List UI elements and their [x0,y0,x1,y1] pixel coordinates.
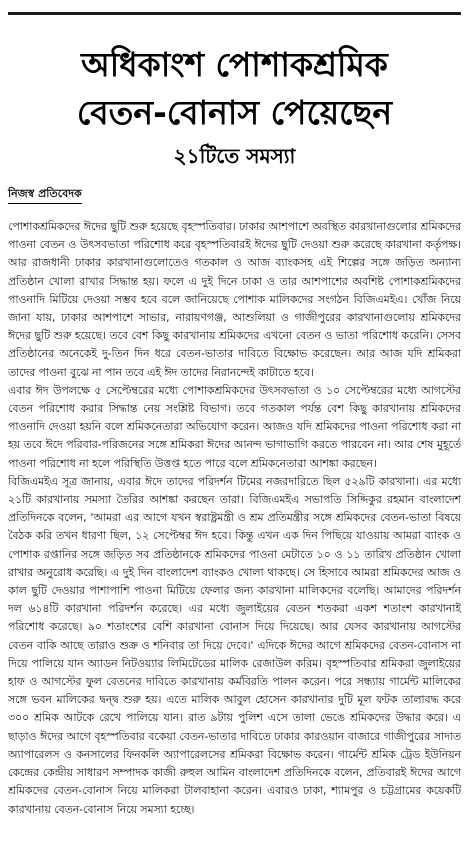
top-rule [8,12,461,15]
headline-line-2: বেতন-বোনাস পেয়েছেন [76,93,393,132]
paragraph-3: বিজিএমইএ সূত্র জানায়, এবার ঈদে তাদের পরিদর্শন টিমের নজরদারিতে ছিল ৫২৯টি কারখানা। এর মধ্যে ২১টি কারখানায় সমস্যা তৈরির আশঙ্কা করছেন তারা। বিজিএমইএ সভাপতি সিদ্দিকুর রহমান বাংলাদেশ প্রতিদিনকে বলেন, 'আমরা এর আগে যখন স্বরাষ্ট্রমন্ত্রী ও শ্রম প্রতিমন্ত্রীর সঙ্গে শ্রমিকদের বেতন-ভাতা বিষয়ে বৈঠক করি তখন ধারণা ছিল, ১২ সেপ্টেম্বর ঈদ হবে। কিন্তু এখন এক দিন পিছিয়ে যাওয়ায় আমরা ব্যাংক ও পোশাক রপ্তানির সঙ্গে জড়িত সব প্রতিষ্ঠানকে শ্রমিকদের পাওনা মেটাতে ১০ ও ১১ তারিখ প্রতিষ্ঠান খোলা রাখার অনুরোধ করেছি। এ দুই দিন বাংলাদেশ ব্যাংকও খোলা থাকছে। সে হিসাবে আমরা শ্রমিকদের আজ ও কাল ছুটি দেওয়ার পাশাপাশি পাওনা মিটিয়ে ফেলার জন্য কারখানা মালিকদের বলেছি। আমাদের পরিদর্শন দল ৬১৪টি কারখানা পরিদর্শন করেছে। এর মধ্যে জুলাইয়ের বেতন শতকরা একশ শতাংশ কারখানাই পরিশোধ করেছে। ৯০ শতাংশের বেশি কারখানা বোনাস দিয়ে দিয়েছে। আর যেসব কারখানায় আগস্টের বেতন বাকি আছে তারাও শুক্র ও শনিবার তা দিয়ে দেবে।' এদিকে ঈদের আগে শ্রমিকদের বেতন-বোনাস না দিয়ে পালিয়ে যান অ্যাডন নিটওয়্যার লিমিটেডের মালিক রেজাউল করিম। বৃহস্পতিবার শ্রমিকরা জুলাইয়ের হাফ ও আগস্টের ফুল বেতনের দাবিতে কারখানায় কর্মবিরতি পালন করেন। পরে সন্ধ্যায় গার্মেন্ট মালিকের সঙ্গে ভবন মালিকের দ্বন্দ্ব শুরু হয়। এতে মালিক আবুল হোসেন কারখানার দুটি মূল ফটক তালাবদ্ধ করে ৩০০ শ্রমিক আটকে রেখে পালিয়ে যান। রাত ৯টায় পুলিশ এসে তালা ভেঙে শ্রমিকদের উদ্ধার করে। এ ছাড়াও ঈদের আগে বৃহস্পতিবার বকেয়া বেতন-ভাতার দাবিতে ঢাকার কারওয়ান বাজারে গাজীপুরের সাদাত অ্যাপারেলস ও কনসালের ফিনকলি অ্যাপারেলসের শ্রমিকরা বিক্ষোভ করেন। গার্মেন্ট শ্রমিক ট্রেড ইউনিয়ন কেন্দ্রের কেন্দ্রীয় সাধারণ সম্পাদক কাজী রুহুল আমিন বাংলাদেশ প্রতিদিনকে বলেন, প্রতিবারই ঈদের আগে শ্রমিকদের বেতন-বোনাস নিয়ে মালিকরা টালবাহানা করেন। এবারও ঢাকা, শ্যামপুর ও চট্টগ্রামের কয়েকটি কারখানায় বেতন-বোনাস নিয়ে সমস্যা হচ্ছে। [8,474,461,816]
byline: নিজস্ব প্রতিবেদক [8,187,82,204]
paragraph-2: এবার ঈদ উপলক্ষে ৫ সেপ্টেম্বরের মধ্যে পোশাকশ্রমিকদের উৎসবভাতা ও ১০ সেপ্টেম্বরের মধ্যে আগস্টের বেতন পরিশোধ করার সিদ্ধান্ত নেয় সংশ্লিষ্ট বিভাগ। তবে গতকাল পর্যন্ত বেশ কিছু কারখানায় শ্রমিকদের পাওনাদি দেওয়া হয়নি বলে শ্রমিকনেতারা অভিযোগ করেন। আজও যদি শ্রমিকদের পাওনা পরিশোধ করা না হয় তবে ঈদে পরিবার-পরিজনের সঙ্গে শ্রমিকরা ঈদের আনন্দ ভাগাভাগি করতে পারবেন না। আর শেষ মুহূর্তে পাওনা পরিশোধ না হলে পরিস্থিতি উত্তপ্ত হতে পারে বলে শ্রমিকনেতারা আশঙ্কা করছেন। [8,383,461,470]
subheadline: ২১টিতে সমস্যা [173,144,296,168]
article-body [8,218,461,819]
paragraph-1: পোশাকশ্রমিকদের ঈদের ছুটি শুরু হয়েছে বৃহস্পতিবার। ঢাকার আশপাশে অবস্থিত কারখানাগুলোর শ্রমিকদের পাওনা বেতন ও উৎসবভাতা পরিশোধ করে বৃহস্পতিবারই ঈদের ছুটি দেওয়া শুরু করেছে কারখানা কর্তৃপক্ষ। আর রাজধানী ঢাকার কারখানাগুলোতেও গতকাল ও আজ ব্যাংকসহ এই শিল্পের সঙ্গে জড়িত অন্যান্য প্রতিষ্ঠান খোলা রাখার সিদ্ধান্ত হয়। ফলে এ দুই দিনে ঢাকা ও তার আশপাশের অবশিষ্ট পোশাকশ্রমিকদের পাওনাদি মিটিয়ে দেওয়া সম্ভব হবে বলে জানিয়েছে পোশাক মালিকদের সংগঠন বিজিএমইএ। খোঁজ নিয়ে জানা যায়, ঢাকার আশপাশে সাভার, নারায়ণগঞ্জ, আশুলিয়া ও গাজীপুরের কারখানাগুলোয় শ্রমিকদের ঈদের ছুটি শুরু হয়েছে। তবে বেশ কিছু কারখানায় শ্রমিকদের এখনো বেতন ও ভাতা পরিশোধ করেনি। সেসব প্রতিষ্ঠানের অনেকেই দু-তিন দিন ধরে বেতন-ভাতার দাবিতে বিক্ষোভ করেছেন। আর আজ যদি শ্রমিকরা তাদের পাওনা বুঝে না পান তবে এই ঈদ তাদের নিরানন্দেই কাটাতে হবে। [8,220,461,379]
headline-line-1: অধিকাংশ পোশাকশ্রমিক [81,45,388,84]
headline [8,41,461,137]
